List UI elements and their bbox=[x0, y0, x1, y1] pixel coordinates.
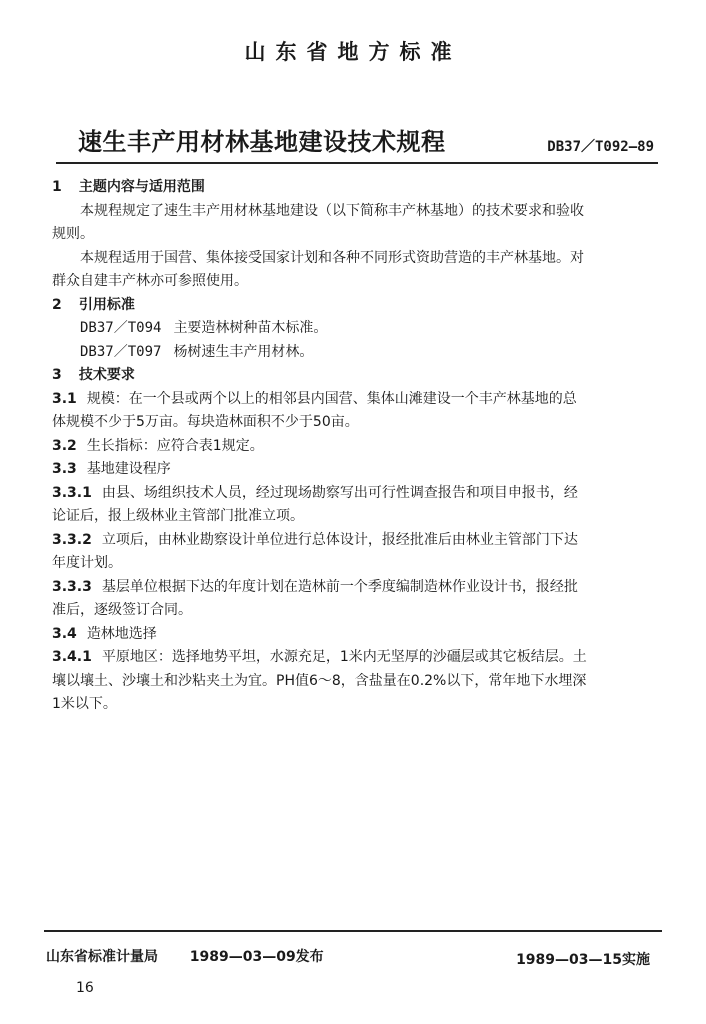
clause-number: 3.3 bbox=[52, 461, 77, 477]
issuing-authority: 山东省标准计量局 bbox=[46, 949, 158, 965]
clause-number: 3.1 bbox=[52, 390, 77, 407]
clause-text: 生长指标：应符合表1规定。 bbox=[86, 437, 264, 454]
page-number: 16 bbox=[76, 980, 94, 996]
clause-3-3-1-line-2: 论证后，报上级林业主管部门批准立项。 bbox=[52, 508, 304, 524]
clause-3-3 bbox=[52, 458, 654, 482]
title-row bbox=[78, 122, 654, 158]
reference-item bbox=[52, 341, 654, 365]
issue-date: 1989—03—09发布 bbox=[189, 949, 324, 965]
standard-header: 山东省地方标准 bbox=[244, 40, 462, 64]
section-1-title: 主题内容与适用范围 bbox=[78, 179, 205, 195]
section-1-paragraph-1-line-2: 规则。 bbox=[52, 226, 94, 242]
clause-3-1-line-1 bbox=[52, 388, 654, 412]
clause-number: 3.3.3 bbox=[52, 578, 92, 595]
clause-3-4-1-line-2: 壤以壤土、沙壤土和沙粘夹土为宜。PH值6～8，含盐量在0.2%以下，常年地下水埋深 bbox=[52, 672, 587, 689]
clause-3-1-line-2: 体规模不少于5万亩。每块造林面积不少于50亩。 bbox=[52, 414, 359, 430]
clause-3-3-2-line-1 bbox=[52, 529, 654, 553]
clause-3-4 bbox=[52, 623, 654, 647]
reference-title: 杨树速生丰产用材林。 bbox=[173, 343, 314, 360]
clause-text: 造林地选择 bbox=[86, 625, 157, 642]
section-2-number: 2 bbox=[52, 296, 62, 313]
section-1-number: 1 bbox=[52, 179, 62, 195]
reference-title: 主要造林树种苗木标准。 bbox=[173, 320, 328, 336]
clause-3-2 bbox=[52, 435, 654, 459]
section-1-paragraph-2-line-2: 群众自建丰产林亦可参照使用。 bbox=[52, 273, 248, 289]
section-2-title: 引用标准 bbox=[78, 296, 135, 313]
clause-number: 3.2 bbox=[52, 437, 77, 454]
clause-number: 3.3.1 bbox=[52, 484, 92, 501]
effective-date: 1989—03—15实施 bbox=[516, 952, 650, 968]
section-3-title: 技术要求 bbox=[78, 367, 135, 383]
footer-issue-info bbox=[46, 946, 324, 966]
clause-number: 3.3.2 bbox=[52, 531, 92, 548]
clause-3-4-1-line-1 bbox=[52, 646, 654, 670]
clause-text: 基地建设程序 bbox=[86, 461, 171, 477]
section-2-heading bbox=[52, 294, 654, 318]
clause-text: 规模：在一个县或两个以上的相邻县内国营、集体山滩建设一个丰产林基地的总 bbox=[86, 390, 577, 407]
footer-divider bbox=[44, 930, 662, 932]
clause-text: 立项后，由林业勘察设计单位进行总体设计，报经批准后由林业主管部门下达 bbox=[101, 531, 578, 548]
clause-text: 由县、场组织技术人员，经过现场勘察写出可行性调查报告和项目申报书，经 bbox=[101, 484, 578, 501]
reference-item bbox=[52, 317, 654, 341]
section-3-heading bbox=[52, 364, 654, 388]
section-1-heading bbox=[52, 176, 654, 200]
title-divider bbox=[56, 162, 658, 164]
section-1-paragraph-1-line-1: 本规程规定了速生丰产用材林基地建设（以下简称丰产林基地）的技术要求和验收 bbox=[80, 202, 584, 219]
document-body bbox=[52, 176, 654, 717]
clause-3-4-1-line-3: 1米以下。 bbox=[52, 696, 117, 712]
document-title: 速生丰产用材林基地建设技术规程 bbox=[78, 128, 446, 156]
clause-number: 3.4 bbox=[52, 625, 77, 642]
standard-code: DB37／T092—89 bbox=[547, 139, 654, 155]
clause-3-3-2-line-2: 年度计划。 bbox=[52, 555, 122, 571]
reference-code: DB37／T097 bbox=[80, 343, 162, 360]
section-1-paragraph-2-line-1: 本规程适用于国营、集体接受国家计划和各种不同形式资助营造的丰产林基地。对 bbox=[80, 249, 584, 266]
clause-3-3-3-line-1 bbox=[52, 576, 654, 600]
clause-number: 3.4.1 bbox=[52, 649, 92, 665]
reference-code: DB37／T094 bbox=[80, 320, 162, 336]
clause-3-3-3-line-2: 准后，逐级签订合同。 bbox=[52, 602, 192, 618]
section-3-number: 3 bbox=[52, 367, 62, 383]
clause-text: 平原地区：选择地势平坦，水源充足，1米内无坚厚的沙礓层或其它板结层。土 bbox=[101, 649, 587, 665]
clause-text: 基层单位根据下达的年度计划在造林前一个季度编制造林作业设计书，报经批 bbox=[101, 578, 578, 595]
clause-3-3-1-line-1 bbox=[52, 482, 654, 506]
